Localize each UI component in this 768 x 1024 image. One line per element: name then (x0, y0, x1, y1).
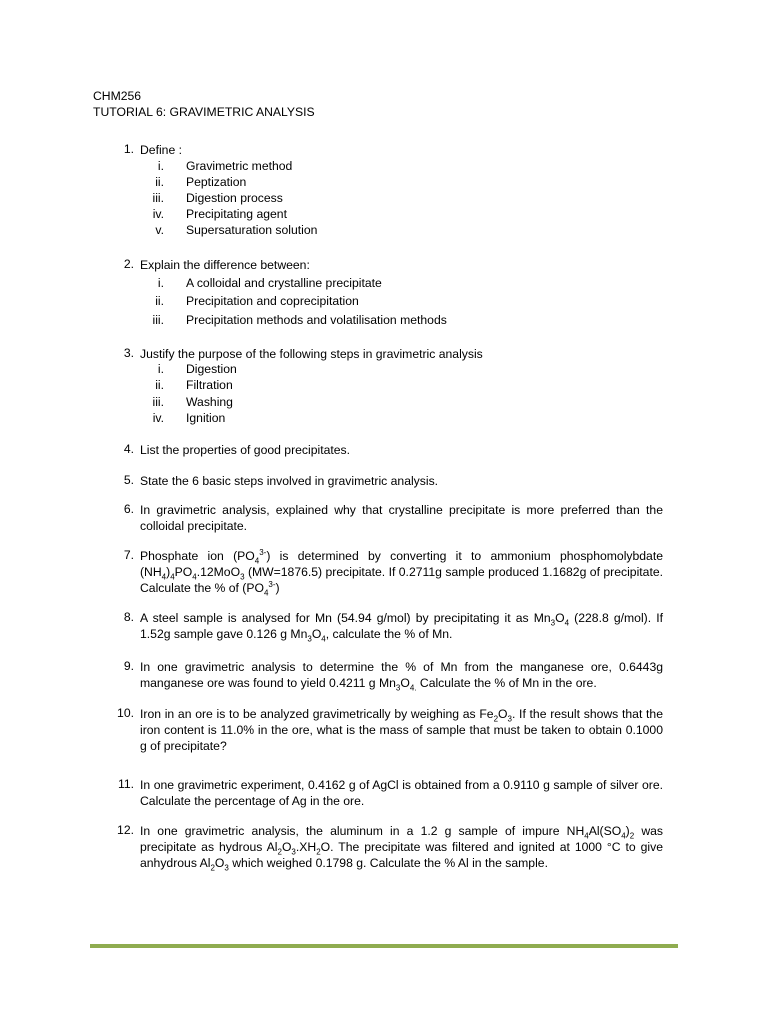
item-text: Precipitation methods and volatilisation methods (186, 313, 447, 327)
item-number: ii. (155, 294, 164, 308)
item-text: Supersaturation solution (186, 223, 318, 237)
item-text: Peptization (186, 175, 247, 189)
question-text: Phosphate ion $(PO_4^{3-})$ is determined by converting it to ammonium phosphomolybdate $(NH_4)_4PO_4.12MoO_3$ (MW=1876.5) precipitate. If 0.2711g sample produced 1.1682g of precipitate. Calculate the % of $(PO_4^{3-})$ (140, 547, 663, 598)
question-text: List the properties of good precipitates. (140, 443, 351, 457)
list-item (0, 191, 768, 207)
item-text: Precipitating agent (186, 207, 287, 221)
item-number: iii. (152, 191, 164, 205)
item-number: ii. (155, 175, 164, 189)
question-number: 8. (123, 610, 134, 624)
item-number: i. (157, 276, 164, 290)
item-number: v. (155, 223, 164, 237)
question-text: In one gravimetric analysis, the aluminum in a 1.2 g sample of impure $NH_4Al(SO_4)_2$ was precipitate as hydrous $Al_2O_3.XH_2O$. The precipitate was filtered and ignited at 1000 °C to give anhydrous $Al_2O_3$ which weighed 0.1798 g. Calculate the % Al in the sample. (140, 824, 663, 873)
question-text: Iron in an ore is to be analyzed gravimetrically by weighing as $Fe_2O_3$. If the result shows that the iron content is 11.0% in the ore, what is the mass of sample that must be taken to obtain 0.1000 g of precipitate? (140, 707, 663, 754)
question-number: 12. (117, 823, 134, 837)
question-number: 10. (117, 706, 134, 720)
list-item (0, 159, 768, 175)
item-text: Washing (186, 395, 233, 409)
course-code: CHM256 (93, 89, 142, 103)
list-item (0, 223, 768, 239)
question-text: A steel sample is analysed for Mn (54.94 g/mol) by precipitating it as $Mn_3O_4$ (228.8 g/mol). If 1.52g sample gave 0.126 g $Mn_3O_4$, calculate the % of Mn. (140, 611, 663, 644)
list-item (0, 175, 768, 191)
item-number: iii. (152, 313, 164, 327)
question-number: 1. (123, 142, 134, 156)
list-item (0, 378, 768, 394)
question-number: 7. (123, 548, 134, 562)
question-text: Justify the purpose of the following steps in gravimetric analysis (140, 347, 483, 361)
list-item (0, 276, 768, 292)
item-text: Digestion process (186, 191, 283, 205)
item-text: Precipitation and coprecipitation (186, 294, 359, 308)
question-number: 5. (123, 473, 134, 487)
question-number: 11. (117, 777, 134, 791)
item-number: iv. (152, 207, 164, 221)
question-number: 6. (123, 502, 134, 516)
item-number: iii. (152, 395, 164, 409)
item-text: A colloidal and crystalline precipitate (186, 276, 382, 290)
question-number: 3. (123, 346, 134, 360)
question-text: Define : (140, 143, 183, 157)
question-text: State the 6 basic steps involved in gravimetric analysis. (140, 474, 439, 488)
tutorial-title: TUTORIAL 6: GRAVIMETRIC ANALYSIS (93, 105, 315, 119)
question-text: Explain the difference between: (140, 258, 310, 272)
list-item (0, 207, 768, 223)
question-number: 2. (123, 257, 134, 271)
question-text: In gravimetric analysis, explained why that crystalline precipitate is more preferred than the colloidal precipitate. (140, 503, 663, 534)
list-item (0, 411, 768, 427)
list-item (0, 313, 768, 329)
question-number: 4. (123, 442, 134, 456)
item-text: Ignition (186, 411, 226, 425)
list-item (0, 362, 768, 378)
item-number: ii. (155, 378, 164, 392)
item-number: i. (157, 362, 164, 376)
item-text: Filtration (186, 378, 233, 392)
item-number: iv. (152, 411, 164, 425)
question-text: In one gravimetric analysis to determine the % of Mn from the manganese ore, 0.6443g manganese ore was found to yield 0.4211 g $Mn_3O_{4.}$ Calculate the % of Mn in the ore. (140, 660, 663, 693)
item-text: Gravimetric method (186, 159, 293, 173)
list-item (0, 395, 768, 411)
footer-rule (90, 944, 678, 948)
item-text: Digestion (186, 362, 237, 376)
question-text: In one gravimetric experiment, 0.4162 g of AgCl is obtained from a 0.9110 g sample of silver ore. Calculate the percentage of Ag in the ore. (140, 778, 663, 809)
list-item (0, 294, 768, 310)
item-number: i. (157, 159, 164, 173)
question-number: 9. (123, 659, 134, 673)
